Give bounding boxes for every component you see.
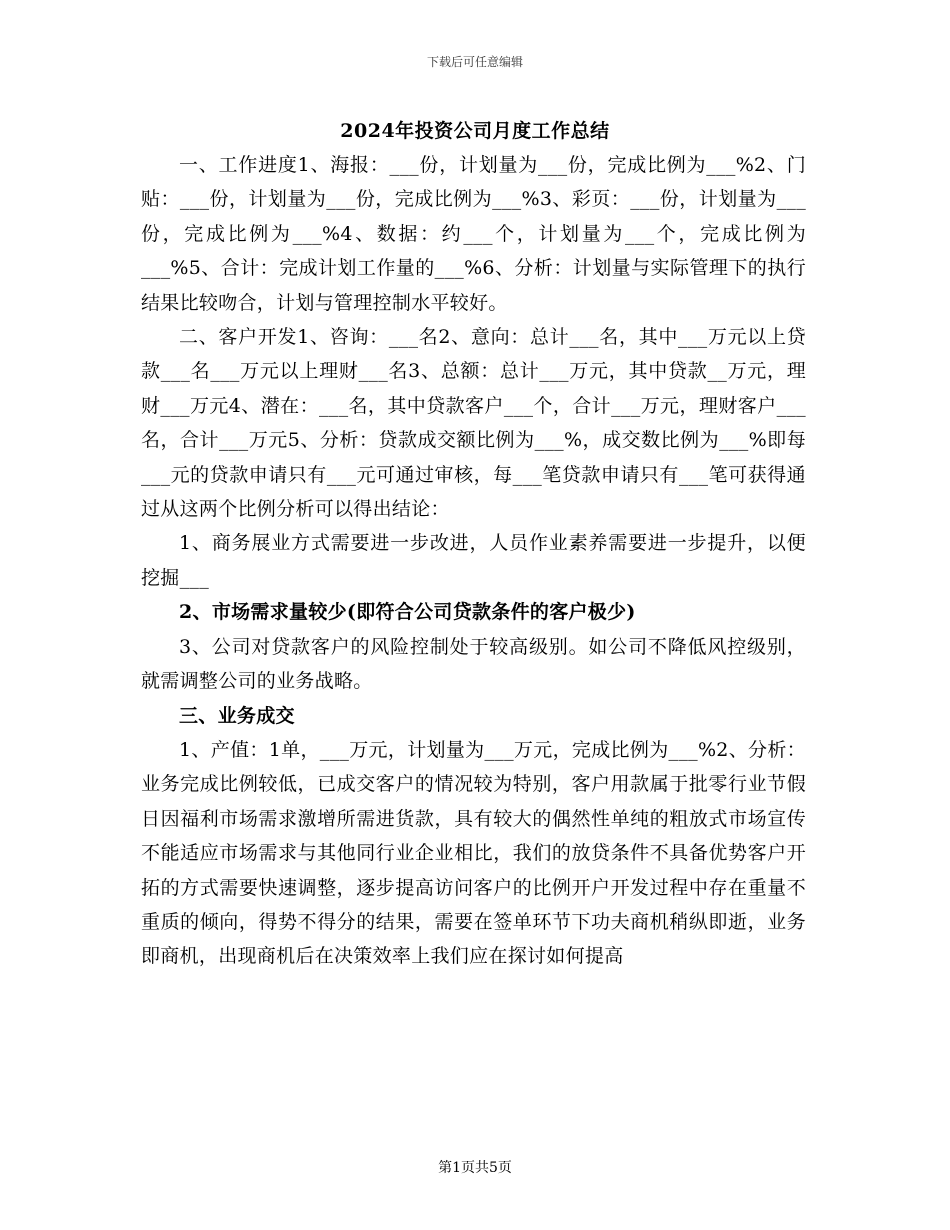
conclusion-item-3: 3、公司对贷款客户的风险控制处于较高级别。如公司不降低风控级别，就需调整公司的业务战略。	[141, 635, 806, 693]
document-body	[141, 148, 806, 974]
conclusion-item-1: 1、商务展业方式需要进一步改进，人员作业素养需要进一步提升，以便挖掘___	[141, 532, 806, 589]
section-work-progress: 一、工作进度1、海报：___份，计划量为___份，完成比例为___%2、门贴：___份，计划量为___份，完成比例为___%3、彩页：___份，计划量为___份，完成比例为___%4、数据：约___个，计划量为___个，完成比例为___%5、合计：完成计划工作量的___%6、分析：计划量与实际管理下的执行结果比较吻合，计划与管理控制水平较好。	[141, 154, 806, 314]
page-number: 第1页共5页	[438, 1160, 512, 1176]
conclusion-item-2: 2、市场需求量较少(即符合公司贷款条件的客户极少)	[179, 601, 636, 624]
section-customer-development: 二、客户开发1、咨询：___名2、意向：总计___名，其中___万元以上贷款___名___万元以上理财___名3、总额：总计___万元，其中贷款__万元，理财___万元4、潜在：___名，其中贷款客户___个，合计___万元，理财客户___名，合计___万元5、分析：贷款成交额比例为___%，成交数比例为___%即每___元的贷款申请只有___元可通过审核，每___笔贷款申请只有___笔可获得通过从这两个比例分析可以得出结论：	[141, 326, 806, 521]
section-heading-business-deals: 三、业务成交	[179, 704, 295, 727]
section-business-deals: 1、产值：1单，___万元，计划量为___万元，完成比例为___%2、分析：业务完成比例较低，已成交客户的情况较为特别，客户用款属于批零行业节假日因福利市场需求激增所需进货款，具有较大的偶然性单纯的粗放式市场宣传不能适应市场需求与其他同行业企业相比，我们的放贷条件不具备优势客户开拓的方式需要快速调整，逐步提高访问客户的比例开户开发过程中存在重量不重质的倾向，得势不得分的结果，需要在签单环节下功夫商机稍纵即逝，业务即商机，出现商机后在决策效率上我们应在探讨如何提高	[141, 738, 806, 968]
document-title: 2024年投资公司月度工作总结	[340, 120, 610, 142]
page-header-note: 下载后可任意编辑	[426, 55, 523, 69]
